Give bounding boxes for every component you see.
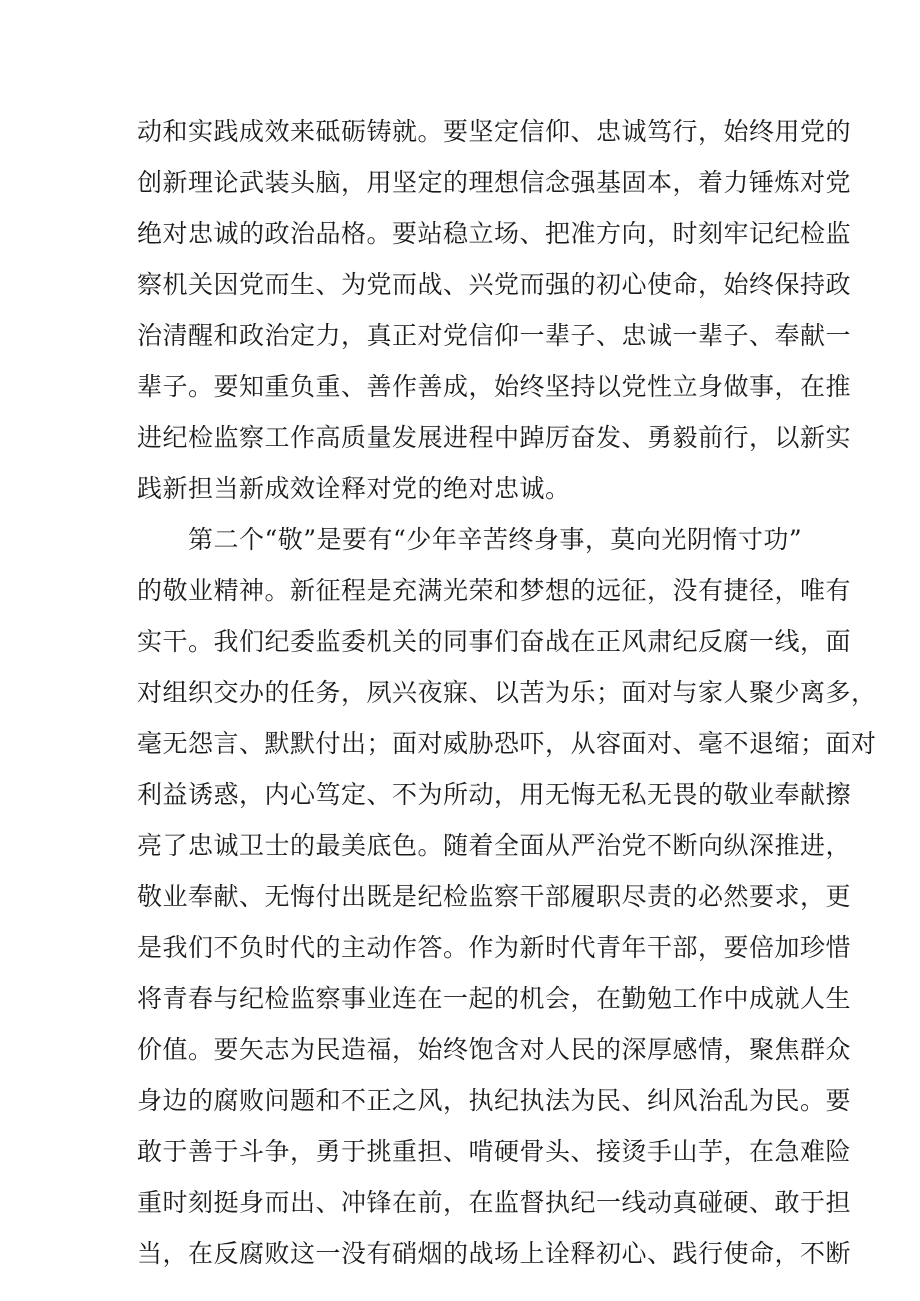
text-line: 重时刻挺身而出、冲锋在前，在监督执纪一线动真碰硬、敢于担 <box>137 1188 852 1217</box>
text-line: 创新理论武装头脑，用坚定的理想信念强基固本，着力锤炼对党 <box>137 168 852 197</box>
text-line: 利益诱惑，内心笃定、不为所动，用无悔无私无畏的敬业奉献擦 <box>137 780 852 809</box>
text-line: 是我们不负时代的主动作答。作为新时代青年干部，要倍加珍惜 <box>137 933 852 962</box>
text-line: 治清醒和政治定力，真正对党信仰一辈子、忠诚一辈子、奉献一 <box>137 321 852 350</box>
text-line: 进纪检监察工作高质量发展进程中踔厉奋发、勇毅前行，以新实 <box>137 423 852 452</box>
text-line: 实干。我们纪委监委机关的同事们奋战在正风肃纪反腐一线，面 <box>137 627 852 656</box>
text-line: 当，在反腐败这一没有硝烟的战场上诠释初心、践行使命，不断 <box>137 1239 852 1268</box>
text-line: 践新担当新成效诠释对党的绝对忠诚。 <box>137 474 571 503</box>
text-line: 身边的腐败问题和不正之风，执纪执法为民、纠风治乱为民。要 <box>137 1086 852 1115</box>
text-line: 价值。要矢志为民造福，始终饱含对人民的深厚感情，聚焦群众 <box>137 1035 852 1064</box>
text-line: 亮了忠诚卫士的最美底色。随着全面从严治党不断向纵深推进， <box>137 831 852 860</box>
text-line: 敢于善于斗争，勇于挑重担、啃硬骨头、接烫手山芋，在急难险 <box>137 1137 852 1166</box>
text-line: 辈子。要知重负重、善作善成，始终坚持以党性立身做事，在推 <box>137 372 852 401</box>
text-line: 动和实践成效来砥砺铸就。要坚定信仰、忠诚笃行，始终用党的 <box>137 117 852 146</box>
text-line: 敬业奉献、无悔付出既是纪检监察干部履职尽责的必然要求，更 <box>137 882 852 911</box>
text-line: 的敬业精神。新征程是充满光荣和梦想的远征，没有捷径，唯有 <box>137 576 852 605</box>
text-line: 察机关因党而生、为党而战、兴党而强的初心使命，始终保持政 <box>137 270 852 299</box>
text-line: 将青春与纪检监察事业连在一起的机会，在勤勉工作中成就人生 <box>137 984 852 1013</box>
text-line: 对组织交办的任务，夙兴夜寐、以苦为乐；面对与家人聚少离多， <box>137 678 877 707</box>
text-line: 毫无怨言、默默付出；面对威胁恐吓，从容面对、毫不退缩；面对 <box>137 729 877 758</box>
paragraph-first-line: 第二个“敬”是要有“少年辛苦终身事，莫向光阴惰寸功” <box>188 525 803 554</box>
text-line: 绝对忠诚的政治品格。要站稳立场、把准方向，时刻牢记纪检监 <box>137 219 852 248</box>
